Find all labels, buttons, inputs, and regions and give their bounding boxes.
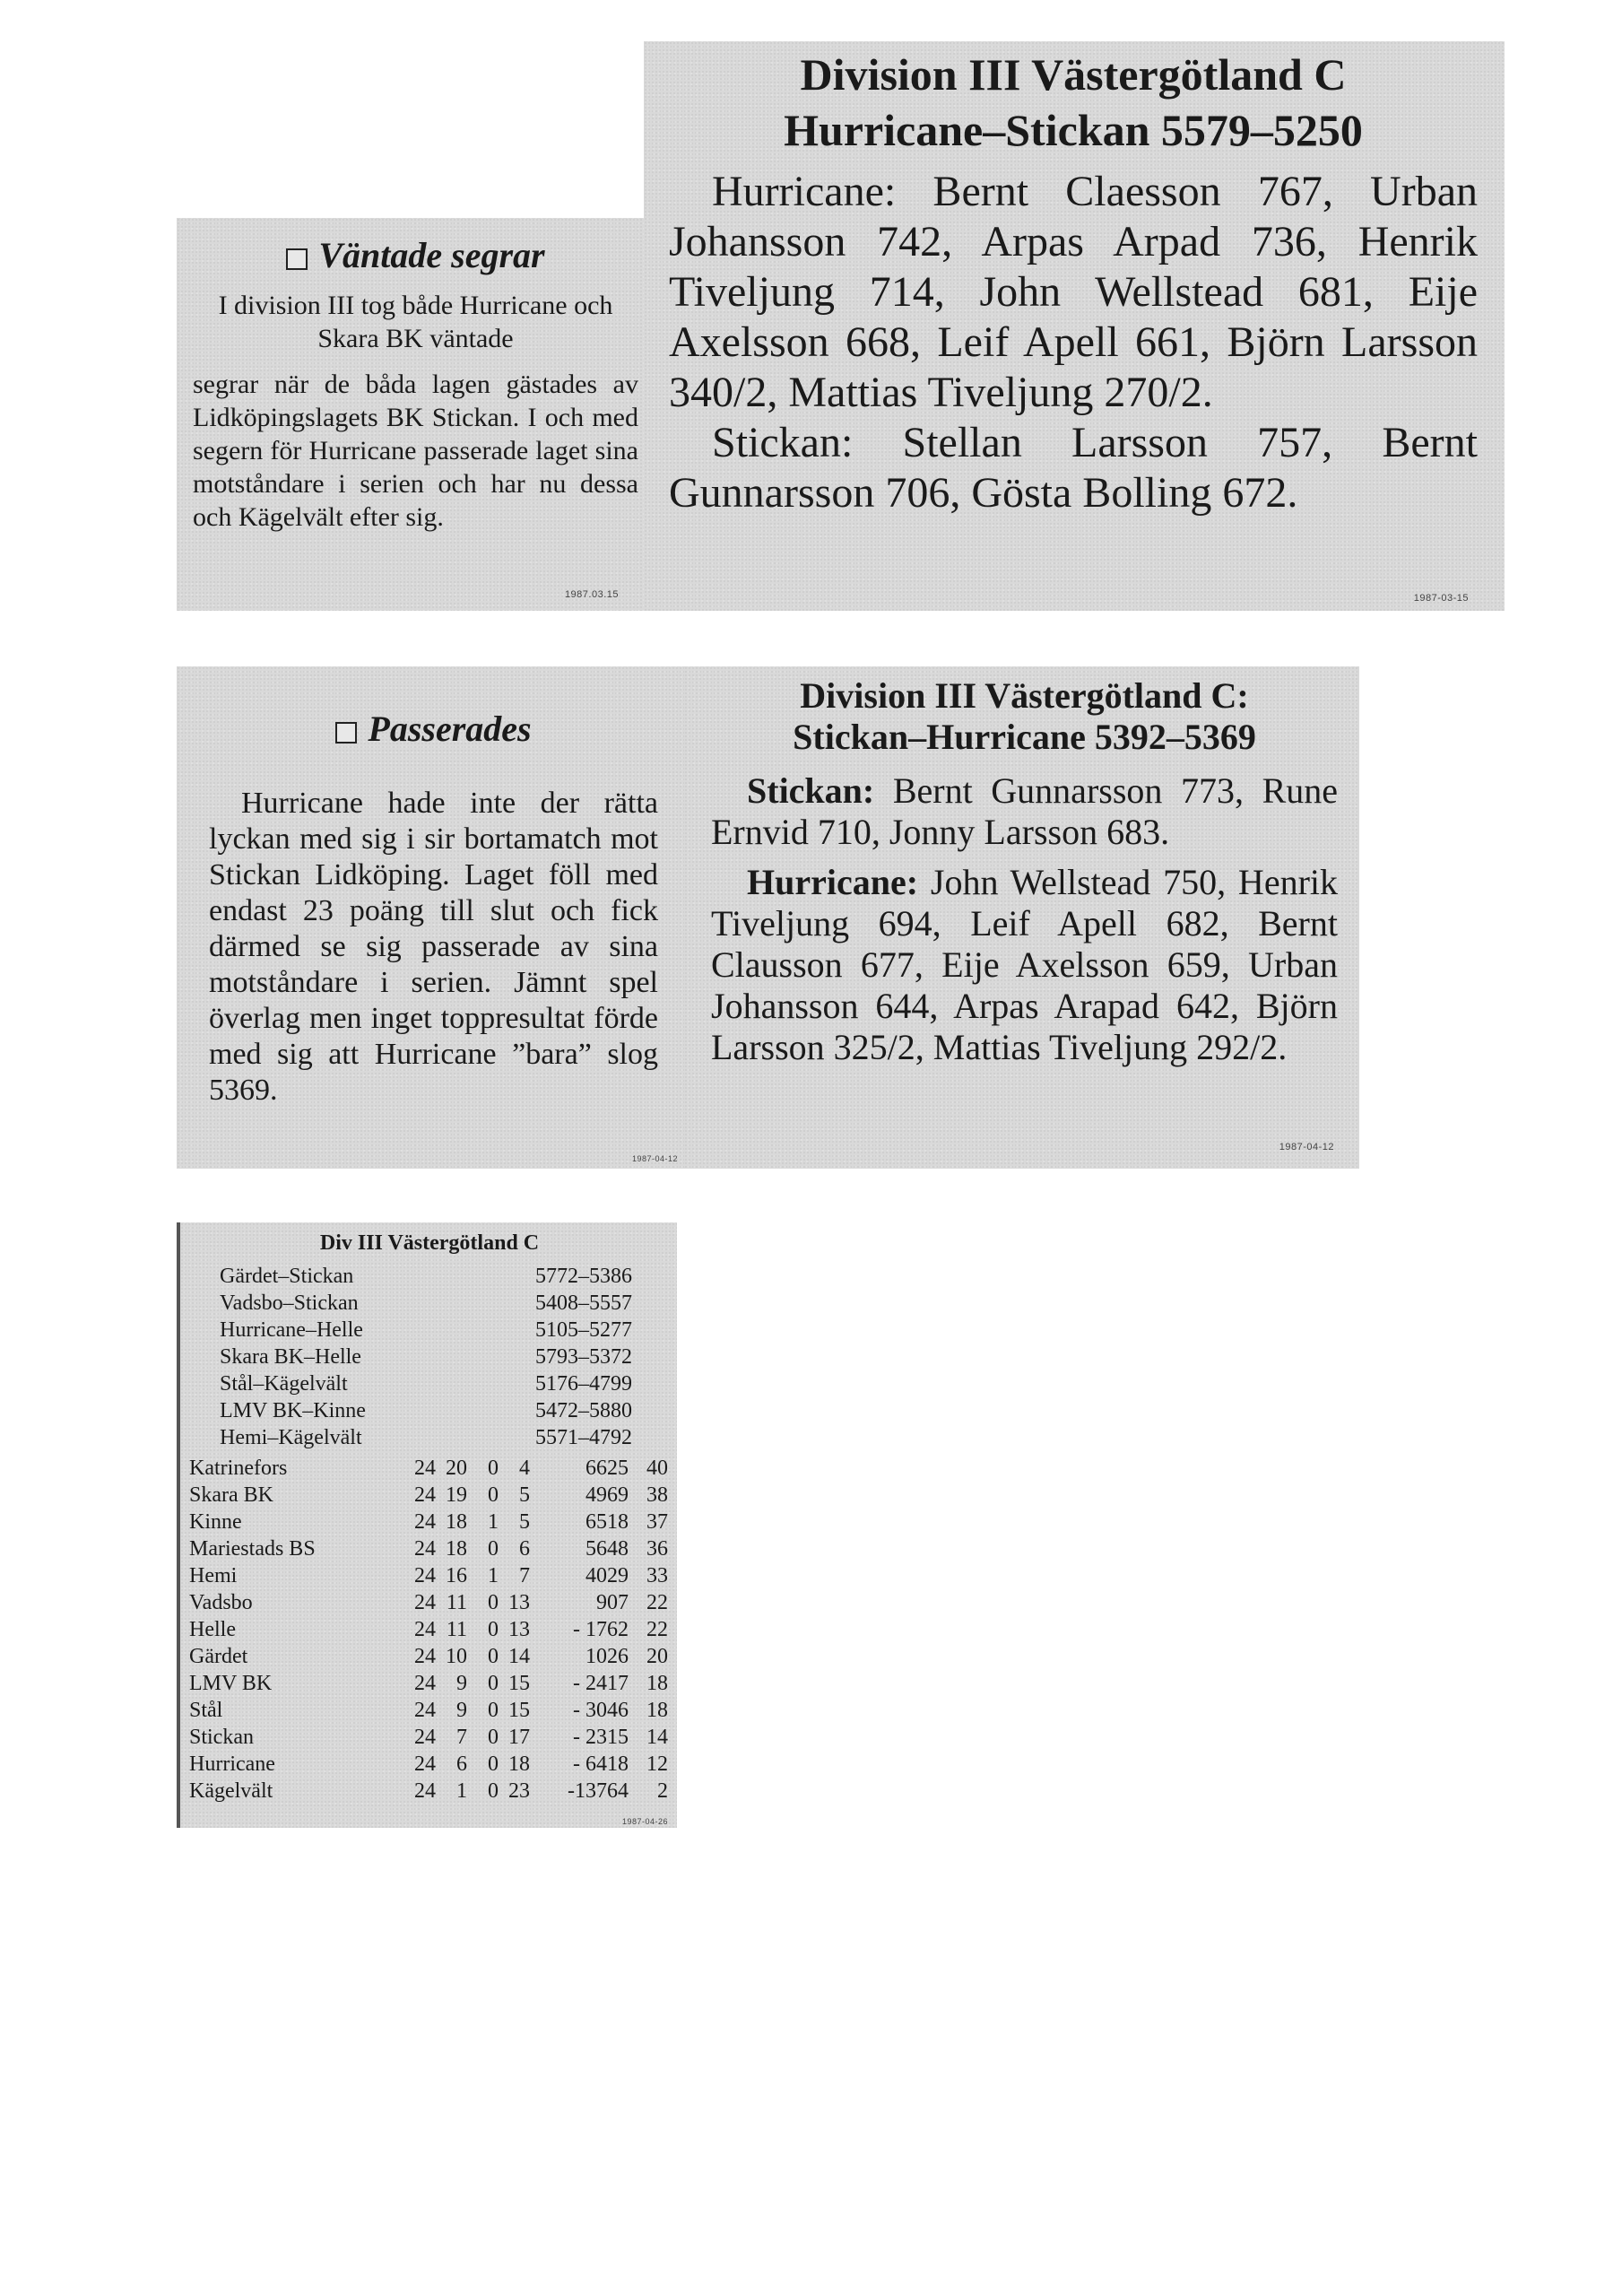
match-name: Gärdet–Stickan bbox=[220, 1265, 354, 1288]
table-row bbox=[189, 1455, 670, 1482]
clipping-heading bbox=[193, 234, 638, 276]
games-played: 24 bbox=[414, 1564, 436, 1587]
report-score: Stickan–Hurricane 5392–5369 bbox=[793, 717, 1256, 757]
draws: 0 bbox=[488, 1591, 499, 1614]
stickan-results bbox=[711, 770, 1338, 853]
match-name: Hurricane–Helle bbox=[220, 1318, 363, 1342]
clipping-vantade-segrar bbox=[177, 218, 655, 611]
team-name: Stickan bbox=[189, 1726, 254, 1749]
team-name: Kinne bbox=[189, 1510, 242, 1534]
team-name: Kägelvält bbox=[189, 1779, 273, 1803]
result-row bbox=[220, 1263, 632, 1290]
paragraph-intro: I division III tog både Hurricane och Skara BK väntade bbox=[218, 291, 613, 353]
paragraph-body: segrar när de båda lagen gästades av Lidköpingslagets BK Stickan. I och med segern för Hurricane passerade laget sina motståndare i serien och har nu dessa och Kägelvält efter sig. bbox=[193, 370, 638, 532]
clipping-passerades bbox=[177, 666, 690, 1169]
draws: 0 bbox=[488, 1537, 499, 1561]
heading-text: Passerades bbox=[368, 709, 532, 749]
wins: 19 bbox=[446, 1483, 467, 1507]
points: 2 bbox=[657, 1779, 668, 1803]
stickan-results: Stickan: Stellan Larsson 757, Bernt Gunnarsson 706, Gösta Bolling 672. bbox=[669, 419, 1478, 517]
team-results: John Wellstead 750, Henrik Tiveljung 694, Leif Apell 682, Bernt Clausson 677, Eije Axelsson 659, Urban Johansson 644, Arpas Arapad 642, Björn Larsson 325/2, Mattias Tiveljung 292/2. bbox=[711, 862, 1338, 1067]
date-stamp: 1987.03.15 bbox=[564, 589, 619, 600]
date-stamp: 1987-04-12 bbox=[1279, 1142, 1334, 1152]
table-row bbox=[189, 1643, 670, 1670]
points: 40 bbox=[646, 1457, 668, 1480]
pin-difference: 1026 bbox=[585, 1645, 629, 1668]
games-played: 24 bbox=[414, 1510, 436, 1534]
match-name: Stål–Kägelvält bbox=[220, 1372, 348, 1396]
draws: 1 bbox=[488, 1510, 499, 1534]
games-played: 24 bbox=[414, 1618, 436, 1641]
points: 38 bbox=[646, 1483, 668, 1507]
checkbox-square-icon bbox=[286, 248, 308, 270]
report-title: Division III Västergötland C bbox=[800, 49, 1347, 100]
match-score: 5408–5557 bbox=[535, 1292, 632, 1315]
team-name: Helle bbox=[189, 1618, 236, 1641]
wins: 16 bbox=[446, 1564, 467, 1587]
draws: 0 bbox=[488, 1672, 499, 1695]
points: 14 bbox=[646, 1726, 668, 1749]
team-name: Hemi bbox=[189, 1564, 238, 1587]
team-label: Hurricane: bbox=[747, 862, 919, 902]
table-row bbox=[189, 1509, 670, 1535]
pin-difference: - 1762 bbox=[573, 1618, 629, 1641]
wins: 20 bbox=[446, 1457, 467, 1480]
hurricane-results: Hurricane: Bernt Claesson 767, Urban Johansson 742, Arpas Arpad 736, Henrik Tiveljung 714, John Wellstead 681, Eije Axelsson 668, Leif Apell 661, Björn Larsson 340/2, Mattias Tiveljung 270/2. bbox=[669, 168, 1478, 416]
result-row bbox=[220, 1290, 632, 1317]
match-score: 5793–5372 bbox=[535, 1345, 632, 1369]
hurricane-results bbox=[711, 862, 1338, 1068]
games-played: 24 bbox=[414, 1699, 436, 1722]
losses: 23 bbox=[508, 1779, 530, 1803]
losses: 13 bbox=[508, 1618, 530, 1641]
pin-difference: - 3046 bbox=[573, 1699, 629, 1722]
clipping-match-report-2 bbox=[684, 666, 1359, 1169]
team-name: Stål bbox=[189, 1699, 223, 1722]
wins: 18 bbox=[446, 1537, 467, 1561]
table-title: Div III Västergötland C bbox=[319, 1231, 540, 1255]
clipping-standings-table bbox=[177, 1222, 677, 1828]
checkbox-square-icon bbox=[335, 722, 357, 744]
date-stamp: 1987-03-15 bbox=[1413, 593, 1469, 604]
games-played: 24 bbox=[414, 1591, 436, 1614]
points: 36 bbox=[646, 1537, 668, 1561]
clipping-heading bbox=[209, 708, 658, 750]
clipping-match-report-1 bbox=[644, 41, 1505, 611]
standings-table bbox=[189, 1455, 670, 1805]
draws: 0 bbox=[488, 1699, 499, 1722]
team-results: Bernt Gunnarsson 773, Rune Ernvid 710, Jonny Larsson 683. bbox=[711, 770, 1338, 852]
table-row bbox=[189, 1778, 670, 1805]
losses: 14 bbox=[508, 1645, 530, 1668]
pin-difference: 4969 bbox=[585, 1483, 629, 1507]
losses: 5 bbox=[519, 1510, 530, 1534]
wins: 1 bbox=[456, 1779, 467, 1803]
losses: 17 bbox=[508, 1726, 530, 1749]
wins: 11 bbox=[446, 1618, 467, 1641]
draws: 1 bbox=[488, 1564, 499, 1587]
pin-difference: - 2417 bbox=[573, 1672, 629, 1695]
draws: 0 bbox=[488, 1752, 499, 1776]
losses: 5 bbox=[519, 1483, 530, 1507]
table-row bbox=[189, 1697, 670, 1724]
games-played: 24 bbox=[414, 1779, 436, 1803]
table-row bbox=[189, 1670, 670, 1697]
article-paragraph: Hurricane hade inte der rätta lyckan med sig i sir bortamatch mot Stickan Lidköping. Laget föll med endast 23 poäng till slut och fick därmed se sig passerade av sina motståndare i serien. Jämnt spel överlag men inget toppresultat förde med sig att Hurricane ”bara” slog 5369. bbox=[209, 787, 658, 1107]
table-row bbox=[189, 1562, 670, 1589]
pin-difference: 6625 bbox=[585, 1457, 629, 1480]
table-row bbox=[189, 1724, 670, 1751]
games-played: 24 bbox=[414, 1726, 436, 1749]
result-row bbox=[220, 1370, 632, 1397]
pin-difference: 6518 bbox=[585, 1510, 629, 1534]
match-score: 5571–4792 bbox=[535, 1426, 632, 1449]
match-name: Vadsbo–Stickan bbox=[220, 1292, 359, 1315]
games-played: 24 bbox=[414, 1457, 436, 1480]
match-name: Hemi–Kägelvält bbox=[220, 1426, 362, 1449]
points: 18 bbox=[646, 1699, 668, 1722]
losses: 15 bbox=[508, 1672, 530, 1695]
report-body bbox=[711, 770, 1338, 1068]
table-row bbox=[189, 1535, 670, 1562]
draws: 0 bbox=[488, 1483, 499, 1507]
games-played: 24 bbox=[414, 1672, 436, 1695]
losses: 4 bbox=[519, 1457, 530, 1480]
games-played: 24 bbox=[414, 1537, 436, 1561]
draws: 0 bbox=[488, 1457, 499, 1480]
table-row bbox=[189, 1616, 670, 1643]
result-row bbox=[220, 1317, 632, 1344]
result-row bbox=[220, 1424, 632, 1451]
table-row bbox=[189, 1482, 670, 1509]
points: 22 bbox=[646, 1591, 668, 1614]
losses: 18 bbox=[508, 1752, 530, 1776]
pin-difference: 907 bbox=[596, 1591, 629, 1614]
team-name: Katrinefors bbox=[189, 1457, 288, 1480]
report-title: Division III Västergötland C: bbox=[800, 675, 1249, 716]
pin-difference: - 2315 bbox=[573, 1726, 629, 1749]
losses: 7 bbox=[519, 1564, 530, 1587]
table-row bbox=[189, 1751, 670, 1778]
draws: 0 bbox=[488, 1618, 499, 1641]
team-label: Stickan: bbox=[747, 770, 875, 811]
report-score: Hurricane–Stickan 5579–5250 bbox=[784, 105, 1363, 155]
wins: 11 bbox=[446, 1591, 467, 1614]
wins: 6 bbox=[456, 1752, 467, 1776]
match-name: LMV BK–Kinne bbox=[220, 1399, 366, 1422]
points: 22 bbox=[646, 1618, 668, 1641]
wins: 18 bbox=[446, 1510, 467, 1534]
match-name: Skara BK–Helle bbox=[220, 1345, 361, 1369]
draws: 0 bbox=[488, 1645, 499, 1668]
pin-difference: 4029 bbox=[585, 1564, 629, 1587]
games-played: 24 bbox=[414, 1645, 436, 1668]
team-name: Hurricane bbox=[189, 1752, 275, 1776]
date-stamp: 1987-04-12 bbox=[631, 1154, 678, 1163]
report-body bbox=[669, 167, 1478, 518]
games-played: 24 bbox=[414, 1752, 436, 1776]
article-body bbox=[209, 786, 658, 1109]
points: 12 bbox=[646, 1752, 668, 1776]
losses: 6 bbox=[519, 1537, 530, 1561]
match-score: 5472–5880 bbox=[535, 1399, 632, 1422]
match-score: 5105–5277 bbox=[535, 1318, 632, 1342]
match-score: 5176–4799 bbox=[535, 1372, 632, 1396]
date-stamp: 1987-04-26 bbox=[621, 1817, 668, 1826]
results-list bbox=[220, 1263, 632, 1451]
draws: 0 bbox=[488, 1726, 499, 1749]
points: 20 bbox=[646, 1645, 668, 1668]
team-name: Mariestads BS bbox=[189, 1537, 316, 1561]
points: 37 bbox=[646, 1510, 668, 1534]
losses: 13 bbox=[508, 1591, 530, 1614]
points: 18 bbox=[646, 1672, 668, 1695]
pin-difference: -13764 bbox=[568, 1779, 629, 1803]
draws: 0 bbox=[488, 1779, 499, 1803]
losses: 15 bbox=[508, 1699, 530, 1722]
games-played: 24 bbox=[414, 1483, 436, 1507]
pin-difference: 5648 bbox=[585, 1537, 629, 1561]
points: 33 bbox=[646, 1564, 668, 1587]
table-row bbox=[189, 1589, 670, 1616]
wins: 9 bbox=[456, 1672, 467, 1695]
result-row bbox=[220, 1397, 632, 1424]
wins: 7 bbox=[456, 1726, 467, 1749]
wins: 9 bbox=[456, 1699, 467, 1722]
pin-difference: - 6418 bbox=[573, 1752, 629, 1776]
heading-text: Väntade segrar bbox=[318, 235, 545, 275]
team-name: Skara BK bbox=[189, 1483, 273, 1507]
team-name: LMV BK bbox=[189, 1672, 273, 1695]
team-name: Gärdet bbox=[189, 1645, 248, 1668]
match-score: 5772–5386 bbox=[535, 1265, 632, 1288]
wins: 10 bbox=[446, 1645, 467, 1668]
result-row bbox=[220, 1344, 632, 1370]
team-name: Vadsbo bbox=[189, 1591, 253, 1614]
